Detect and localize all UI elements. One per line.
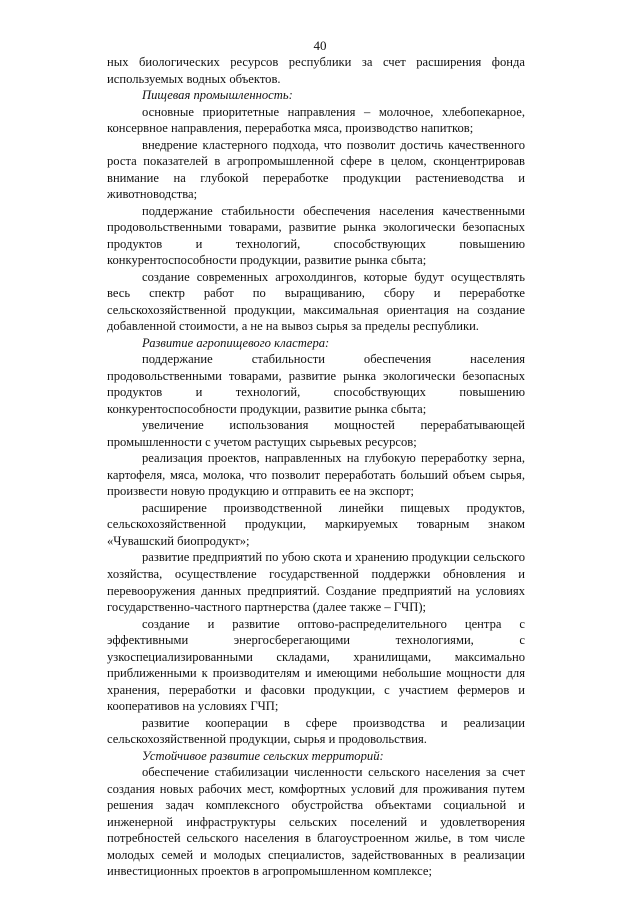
section-heading: Развитие агропищевого кластера: — [142, 335, 330, 350]
paragraph: основные приоритетные направления – молочное, хлебопекарное, консервное направления, переработка мяса, производство напитков; — [107, 104, 525, 136]
paragraph: развитие кооперации в сфере производства и реализации сельскохозяйственной продукции, сырья и продовольствия. — [107, 715, 525, 747]
section-heading: Устойчивое развитие сельских территорий: — [142, 748, 384, 763]
section-heading: Пищевая промышленность: — [142, 88, 293, 103]
paragraph: реализация проектов, направленных на глубокую переработку зерна, картофеля, мяса, молока, что позволит переработать больший объем сырья, произвести новую продукцию и отправить ее на экспорт; — [107, 451, 525, 499]
paragraph: поддержание стабильности обеспечения населения продовольственными товарами, развитие рынка экологически безопасных продуктов и технологий, способствующих повышению конкурентоспособности продукции, развитие рынка сбыта; — [107, 352, 525, 416]
paragraph: внедрение кластерного подхода, что позволит достичь качественного роста показателей в агропромышленной сфере в целом, сконцентрировав внимание на глубокой переработке продукции растениеводства и животноводства; — [107, 137, 525, 202]
paragraph: создание и развитие оптово-распределительного центра с эффективными энергосберегающими технологиями, с узкоспециализированными складами, хранилищами, максимально приближенными к производителям и имеющими небольшие мощности для хранения, переработки и фасовки продукции, с участием фермеров и кооперативов на условиях ГЧП; — [107, 616, 525, 714]
body-text — [107, 54, 525, 880]
paragraph: развитие предприятий по убою скота и хранению продукции сельского хозяйства, осуществление государственной поддержки обновления и перевооружения данных предприятий. Создание предприятий на условиях государственно-частного партнерства (далее также – ГЧП); — [107, 550, 525, 615]
paragraph: ных биологических ресурсов республики за счет расширения фонда используемых водных объектов. — [107, 55, 525, 86]
paragraph: обеспечение стабилизации численности сельского населения за счет создания новых рабочих мест, комфортных условий для проживания путем решения задач комплексного обустройства объектами социальной и инженерной инфраструктуры сельских поселений и удовлетворения потребностей сельского населения в благоустроенном жилье, в том числе молодых семей и молодых специалистов, задействованных в реализации инвестиционных проектов в агропромышленном комплексе; — [107, 765, 525, 879]
paragraph: увеличение использования мощностей перерабатывающей промышленности с учетом растущих сырьевых ресурсов; — [107, 418, 525, 449]
paragraph: поддержание стабильности обеспечения населения качественными продовольственными товарами, развитие рынка экологически безопасных продуктов и технологий, способствующих повышению конкурентоспособности продукции, развитие рынка сбыта; — [107, 203, 525, 268]
page-number: 40 — [313, 38, 327, 53]
paragraph: расширение производственной линейки пищевых продуктов, сельскохозяйственной продукции, маркируемых товарным знаком «Чувашский биопродукт»; — [107, 500, 525, 548]
paragraph: создание современных агрохолдингов, которые будут осуществлять весь спектр работ по выращиванию, сбору и переработке сельскохозяйственной продукции, максимальная ориентация на создание добавленной стоимости, а не на вывоз сырья за пределы республики. — [107, 269, 525, 334]
